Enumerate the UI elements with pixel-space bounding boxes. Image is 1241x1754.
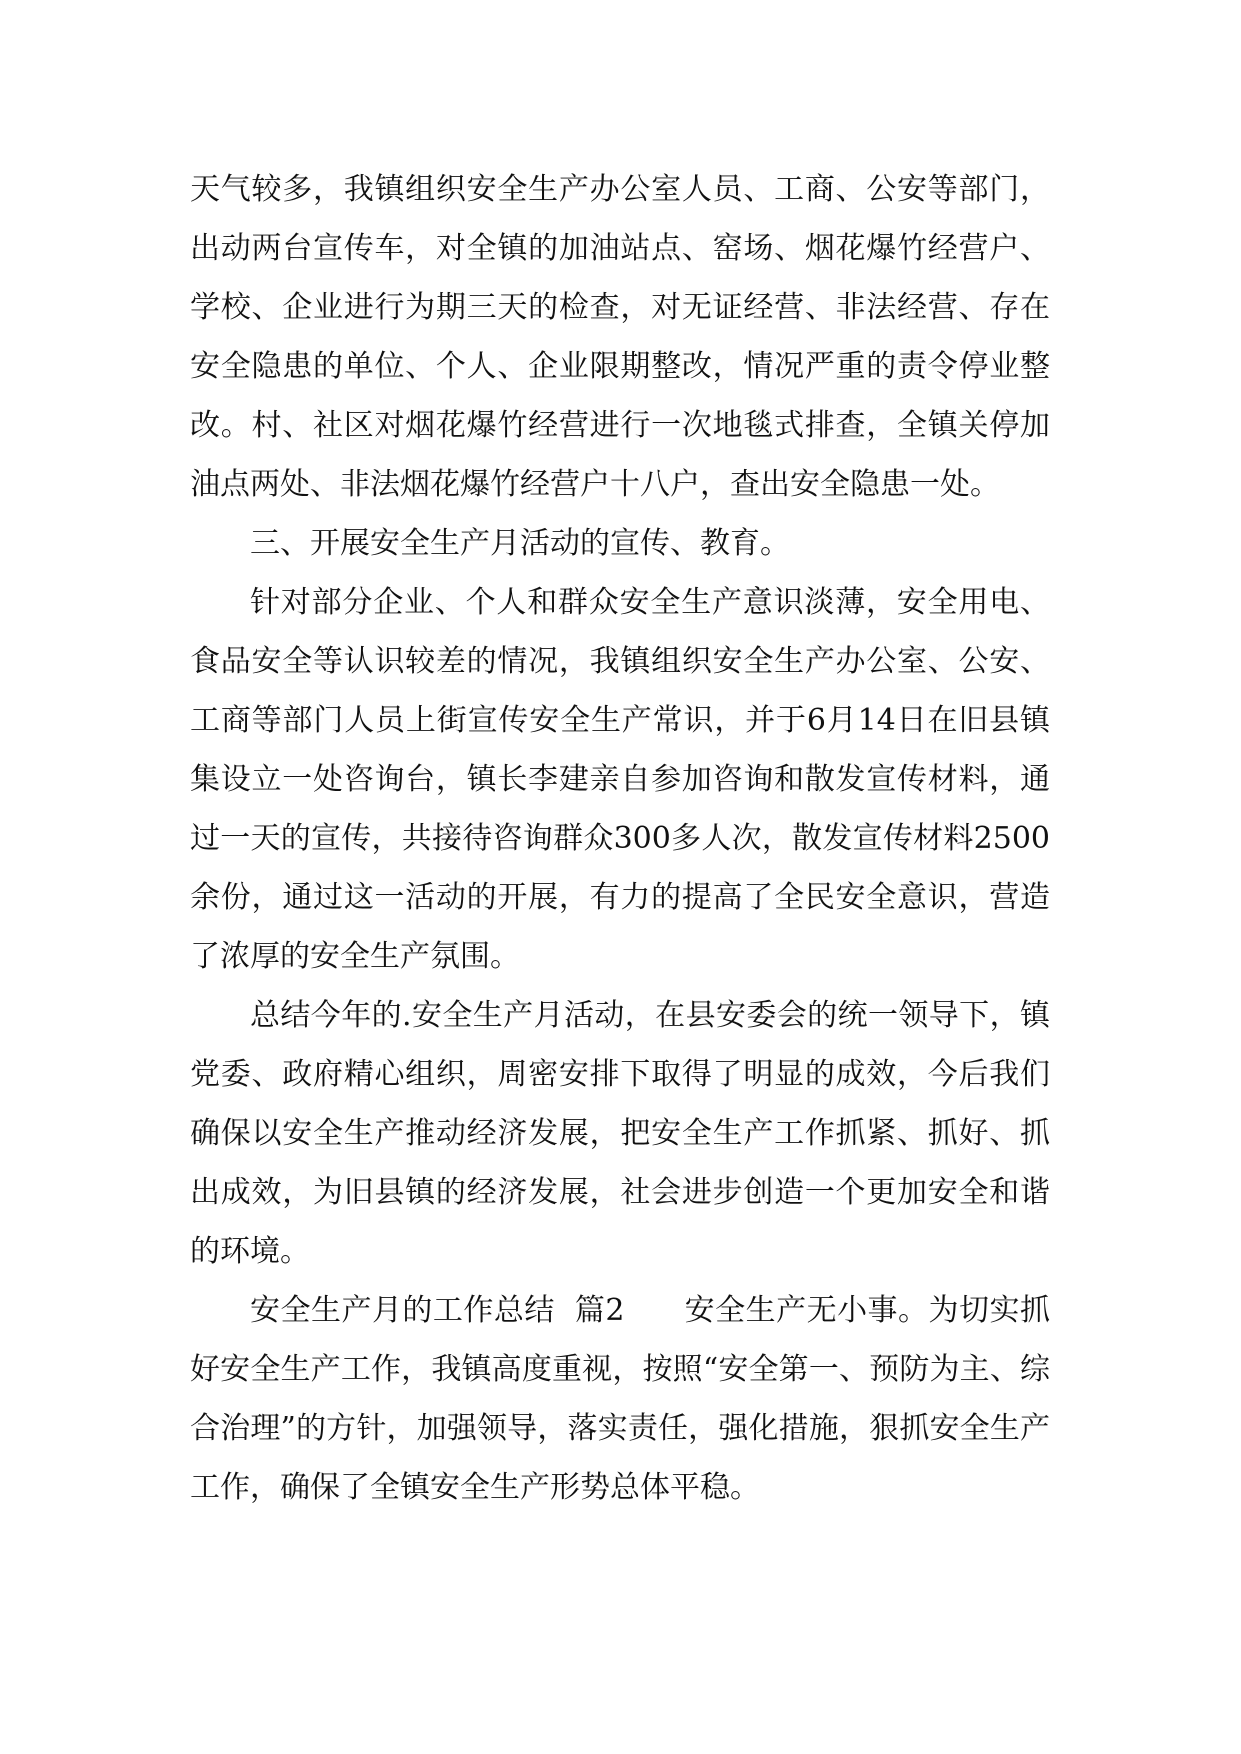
section-heading-publicity: 三、开展安全生产月活动的宣传、教育。: [250, 526, 790, 561]
paragraph-inspection: 天气较多，我镇组织安全生产办公室人员、工商、公安等部门，出动两台宣传车，对全镇的加油站点、窑场、烟花爆竹经营户、学校、企业进行为期三天的检查，对无证经营、非法经营、存在安全隐患的单位、个人、企业限期整改，情况严重的责令停业整改。村、社区对烟花爆竹经营进行一次地毯式排查，全镇关停加油点两处、非法烟花爆竹经营户十八户，查出安全隐患一处。: [190, 172, 1050, 502]
document-body: [190, 160, 1050, 1517]
paragraph-summary: 总结今年的.安全生产月活动，在县安委会的统一领导下，镇党委、政府精心组织，周密安排下取得了明显的成效，今后我们确保以安全生产推动经济发展，把安全生产工作抓紧、抓好、抓出成效，为旧县镇的经济发展，社会进步创造一个更加安全和谐的环境。: [190, 998, 1050, 1269]
paragraph-article-2: 安全生产月的工作总结 篇2 安全生产无小事。为切实抓好安全生产工作，我镇高度重视，按照“安全第一、预防为主、综合治理”的方针，加强领导，落实责任，强化措施，狠抓安全生产工作，确保了全镇安全生产形势总体平稳。: [190, 1293, 1050, 1505]
paragraph-publicity: 针对部分企业、个人和群众安全生产意识淡薄，安全用电、食品安全等认识较差的情况，我镇组织安全生产办公室、公安、工商等部门人员上街宣传安全生产常识，并于6月14日在旧县镇集设立一处咨询台，镇长李建亲自参加咨询和散发宣传材料，通过一天的宣传，共接待咨询群众300多人次，散发宣传材料2500余份，通过这一活动的开展，有力的提高了全民安全意识，营造了浓厚的安全生产氛围。: [190, 585, 1050, 974]
